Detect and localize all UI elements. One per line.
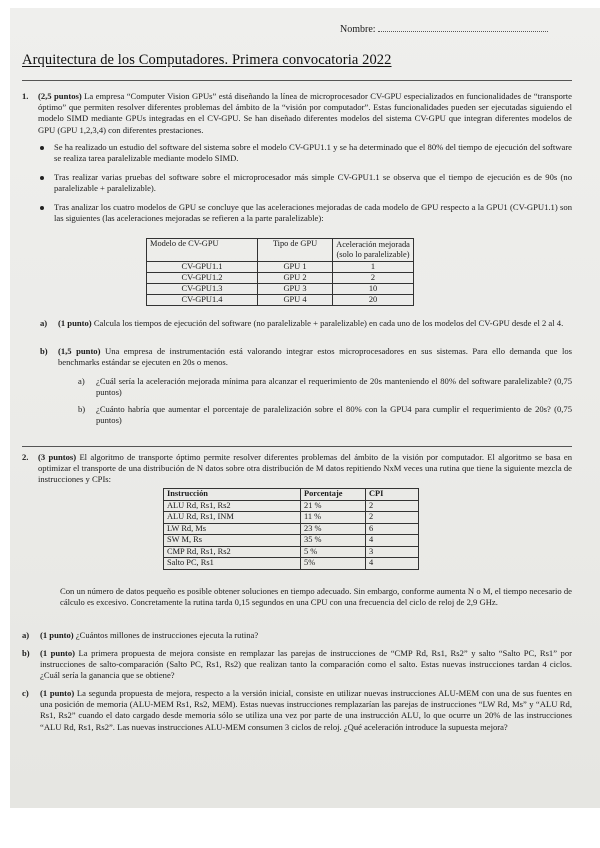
table-row — [164, 546, 419, 558]
name-blank-line[interactable] — [378, 22, 548, 32]
table-cell: 10 — [333, 284, 414, 295]
q2-intro-text: El algoritmo de transporte óptimo permite resolver diferentes problemas del ámbito de la visión por computador. El algoritmo se basa en optimizar el transporte de una distribución de N datos sobre otra distribución de M datos repitiendo NxM veces una rutina que tiene la siguiente mezcla de instrucciones y CPIs: — [38, 452, 572, 485]
page-title: Arquitectura de los Computadores. Primera convocatoria 2022 — [22, 52, 392, 68]
table-cell: CV-GPU1.3 — [147, 284, 258, 295]
table-cell: ALU Rd, Rs1, Rs2 — [164, 500, 301, 512]
table-header-cell: Modelo de CV-GPU — [147, 239, 258, 262]
q1-points: (2,5 puntos) — [38, 91, 82, 101]
table-cell: LW Rd, Ms — [164, 523, 301, 535]
table-row — [164, 535, 419, 547]
table-row — [164, 523, 419, 535]
name-field — [340, 22, 548, 35]
q2-intro — [38, 452, 572, 486]
table-cell: Salto PC, Rs1 — [164, 558, 301, 570]
table-cell: 35 % — [301, 535, 366, 547]
table-cell: GPU 2 — [258, 273, 333, 284]
table-cell: 4 — [366, 535, 419, 547]
table-cell: 4 — [366, 558, 419, 570]
q2a-text — [40, 630, 572, 641]
title-divider — [22, 80, 572, 81]
table-cell: ALU Rd, Rs1, INM — [164, 512, 301, 524]
table-cell: 1 — [333, 262, 414, 273]
table-cell: 5 % — [301, 546, 366, 558]
q1-number: 1. — [22, 91, 29, 101]
bullet-icon — [40, 176, 44, 180]
q1ba-label: a) — [78, 376, 85, 386]
table-cell: 2 — [366, 500, 419, 512]
table-cell: 23 % — [301, 523, 366, 535]
table-row — [147, 262, 414, 273]
q1b-points: (1,5 punto) — [58, 346, 101, 356]
q2c-points: (1 punto) — [40, 688, 75, 698]
q1-intro — [38, 91, 572, 136]
table-header-cell: Instrucción — [164, 489, 301, 501]
q1bb-label: b) — [78, 404, 86, 414]
table-header-cell: Porcentaje — [301, 489, 366, 501]
q1bb-text: ¿Cuánto habría que aumentar el porcentaje de paralelización sobre el 80% con la GPU4 para cumplir el requerimiento de 20s? (0,75 puntos) — [96, 404, 572, 426]
table-cell: 2 — [366, 512, 419, 524]
q1-bullet-3: Tras analizar los cuatro modelos de GPU se concluye que las aceleraciones mejoradas de cada modelo de GPU respecto a la GPU1 (CV-GPU1.1) son las siguientes (las aceleraciones mejoradas se refieren a la parte paralelizable): — [54, 202, 572, 224]
q2-context: Con un número de datos pequeño es posible obtener soluciones en tiempo adecuado. Sin embargo, conforme aumenta N o M, el tiempo necesario de cálculo es excesivo. Concretamente la rutina tarda 0,15 segundos en una CPU con una frecuencia del ciclo de reloj de 2,9 GHz. — [60, 586, 572, 608]
table-header-row — [147, 239, 414, 262]
table-cell: 11 % — [301, 512, 366, 524]
table-row — [147, 284, 414, 295]
q2a-points: (1 punto) — [40, 630, 74, 640]
table-header-row — [164, 489, 419, 501]
table-cell: 3 — [366, 546, 419, 558]
bullet-icon — [40, 146, 44, 150]
q2b-points: (1 punto) — [40, 648, 76, 658]
q2b-text — [40, 648, 572, 682]
q1-bullet-1: Se ha realizado un estudio del software del sistema sobre el modelo CV-GPU1.1 y se ha determinado que el 80% del tiempo de ejecución del software se realiza tarea paralelizable mediante modelo SIMD. — [54, 142, 572, 164]
table-cell: CV-GPU1.4 — [147, 295, 258, 306]
table-cell: CV-GPU1.2 — [147, 273, 258, 284]
instruction-mix-table — [163, 488, 419, 570]
table-cell: CMP Rd, Rs1, Rs2 — [164, 546, 301, 558]
table-cell: 2 — [333, 273, 414, 284]
section-divider — [22, 446, 572, 447]
table-cell: GPU 4 — [258, 295, 333, 306]
table-row — [164, 500, 419, 512]
q2c-label: c) — [22, 688, 29, 698]
table-cell: SW M, Rs — [164, 535, 301, 547]
name-label: Nombre: — [340, 24, 376, 35]
table-row — [164, 558, 419, 570]
q2-points: (3 puntos) — [38, 452, 77, 462]
table-row — [147, 273, 414, 284]
table-row — [147, 295, 414, 306]
table-header-cell: CPI — [366, 489, 419, 501]
q2b-label: b) — [22, 648, 30, 658]
table-cell: CV-GPU1.1 — [147, 262, 258, 273]
q2-number: 2. — [22, 452, 29, 462]
q2a-label: a) — [22, 630, 30, 640]
q2a-body: ¿Cuántos millones de instrucciones ejecuta la rutina? — [75, 630, 259, 640]
table-row — [164, 512, 419, 524]
q1b-body: Una empresa de instrumentación está valorando integrar estos microprocesadores en sus sistemas. Para ello demanda que los benchmarks estándar se ejecuten en 20s o menos. — [58, 346, 572, 368]
table-cell: 6 — [366, 523, 419, 535]
q2b-body: La primera propuesta de mejora consiste en remplazar las parejas de instrucciones de “CMP Rd, Rs1, Rs2” y salto “Salto PC, Rs1” por instrucciones de salto-comparación (Salto PC, Rs1, Rs2) que realizan tanto la comparación como el salto. Estas nuevas instrucciones tardan 4 ciclos. ¿Cuál sería la ganancia que se obtiene? — [40, 648, 572, 681]
q1ba-text: ¿Cuál sería la aceleración mejorada mínima para alcanzar el requerimiento de 20s manteniendo el 80% del software paralelizable? (0,75 puntos) — [96, 376, 572, 398]
q1a-body: Calcula los tiempos de ejecución del software (no paralelizable + paralelizable) en cada uno de los modelos del CV-GPU desde el 2 al 4. — [93, 318, 564, 328]
gpu-acceleration-table — [146, 238, 414, 306]
q1a-points: (1 punto) — [58, 318, 92, 328]
q2c-body: La segunda propuesta de mejora, respecto a la versión inicial, consiste en utilizar nuevas instrucciones ALU-MEM con una de sus fuentes en una posición de memoria (ALU-MEM Rs1, Rs2, MEM). Estas nuevas instrucciones remplazarían las parejas de instrucciones “LW Rd, Ms” y “ALU Rd, Rs1, Rs2” cuando el dato cargado desde memoria sólo se utiliza una vez por parte de una instrucción ALU, lo que ocurre un 20% de las instrucciones “ALU Rd, Rs1, Rs2”. Las nuevas instrucciones ALU-MEM consumen 3 ciclos de reloj. ¿Qué aceleración introduce la supuesta mejora? — [40, 688, 572, 732]
q1b-text — [58, 346, 572, 368]
table-cell: 20 — [333, 295, 414, 306]
table-header-cell: Tipo de GPU — [258, 239, 333, 262]
table-cell: GPU 3 — [258, 284, 333, 295]
table-header-cell: Aceleración mejorada (solo lo paralelizable) — [333, 239, 414, 262]
q1b-label: b) — [40, 346, 48, 356]
q1-intro-text: La empresa “Computer Vision GPUs” está diseñando la línea de microprocesador CV-GPU especializados en funcionalidades de “transporte óptimo” que permiten resolver diferentes problemas del ámbito de la “visión por computador”. Estas funcionalidades pueden ser ejecutadas siguiendo el modelo SIMD mediante GPUs integradas en el CV-GPU. Se han diseñado diferentes modelos del sistema CV-GPU que integran diferentes modelos de GPU (GPU 1,2,3,4) con diferentes prestaciones. — [38, 91, 572, 135]
q2c-text — [40, 688, 572, 733]
q1a-label: a) — [40, 318, 48, 328]
q1a-text — [58, 318, 572, 329]
bullet-icon — [40, 206, 44, 210]
table-cell: 5% — [301, 558, 366, 570]
table-cell: 21 % — [301, 500, 366, 512]
q1-bullet-2: Tras realizar varias pruebas del software sobre el microprocesador más simple CV-GPU1.1 se observa que el tiempo de ejecución es de 90s (no paralelizable + paralelizable). — [54, 172, 572, 194]
table-cell: GPU 1 — [258, 262, 333, 273]
